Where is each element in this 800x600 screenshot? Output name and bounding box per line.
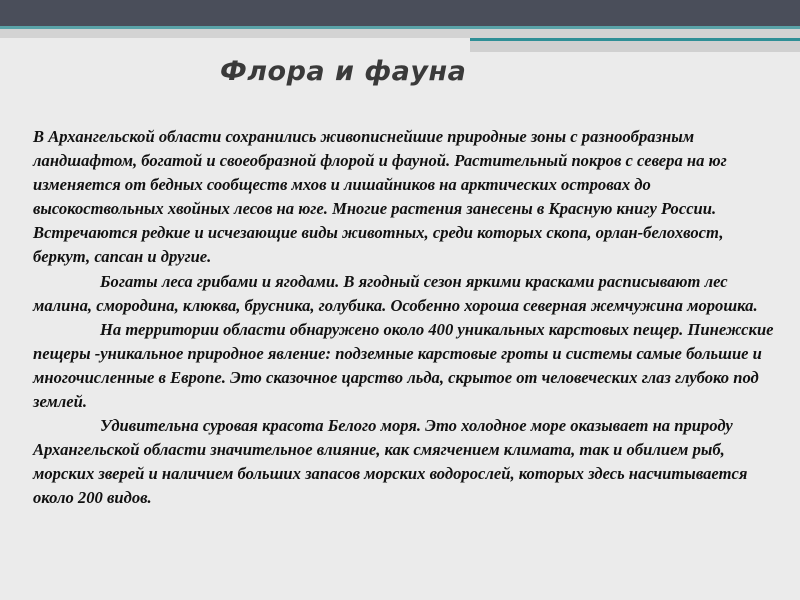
slide-body xyxy=(33,125,778,511)
paragraph-white-sea: Удивительна суровая красота Белого моря. Это холодное море оказывает на природу Архангельской области значительное влияние, как смягчением климата, так и обилием рыб, морских зверей и наличием больших запасов морских водорослей, которых здесь насчитывается около 200 видов. xyxy=(33,416,748,508)
paragraph-mushrooms-berries: Богаты леса грибами и ягодами. В ягодный сезон яркими красками расписывают лес малина, смородина, клюква, брусника, голубика. Особенно хороша северная жемчужина морошка. xyxy=(33,271,758,315)
top-header-bar xyxy=(0,0,800,26)
paragraph-nature-zones: В Архангельской области сохранились живописнейшие природные зоны с разнообразным ландшафтом, богатой и своеобразной флорой и фауной. Растительный покров с севера на юг изменяется от бедных сообществ мхов и лишайников на арктических островах до высокоствольных хвойных лесов на юге. Многие растения занесены в Красную книгу России. Встречаются редкие и исчезающие виды животных, среди которых скопа, орлан-белохвост, беркут, сапсан и другие. xyxy=(33,127,727,267)
slide-title: Флора и фауна xyxy=(220,56,467,87)
header-accent-tab-line xyxy=(470,38,800,41)
header-gray-stripe xyxy=(0,29,800,38)
paragraph-karst-caves: На территории области обнаружено около 400 уникальных карстовых пещер. Пинежские пещеры -уникальное природное явление: подземные карстовые гроты и системы самые большие и многочисленные в Европе. Это сказочное царство льда, скрытое от человеческих глаз глубоко под землей. xyxy=(33,319,774,412)
